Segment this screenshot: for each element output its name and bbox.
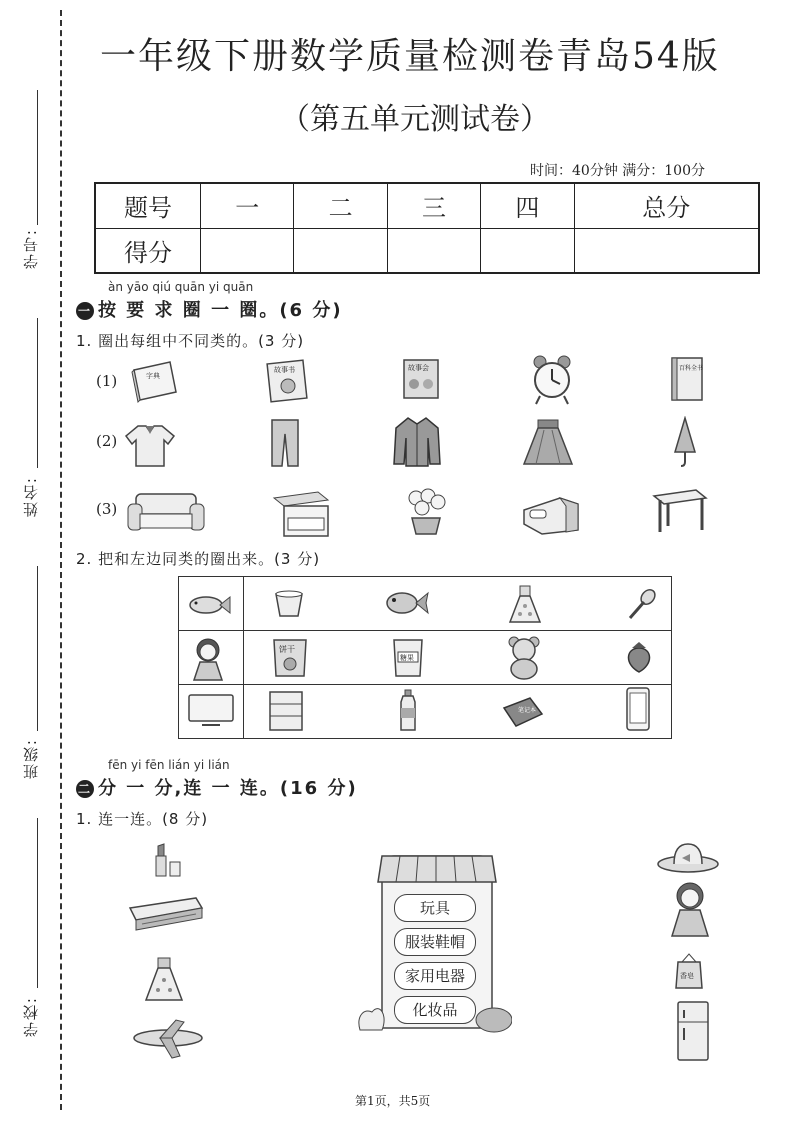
score-row-label: 得分 bbox=[95, 228, 201, 273]
store-category-toys[interactable]: 玩具 bbox=[394, 894, 476, 922]
section1-pinyin: àn yāo qiú quān yi quān bbox=[108, 280, 254, 294]
score-table-header-cell: 二 bbox=[294, 183, 387, 228]
girl-dress-icon[interactable] bbox=[144, 956, 184, 1004]
question-1-1: 1. 圈出每组中不同类的。(3 分) bbox=[76, 332, 305, 350]
section-number-badge: 二 bbox=[77, 782, 92, 796]
package-label: 糖果 bbox=[400, 654, 414, 662]
page-subtitle: （第五单元测试卷） bbox=[280, 102, 550, 137]
row-label: (1) bbox=[96, 372, 118, 390]
spoon-icon[interactable] bbox=[624, 588, 658, 622]
bottle-icon[interactable] bbox=[398, 688, 418, 732]
strawberry-icon[interactable] bbox=[622, 640, 656, 676]
skirt-icon[interactable] bbox=[522, 418, 574, 468]
sun-hat-icon[interactable] bbox=[656, 840, 720, 874]
score-table-header-cell: 三 bbox=[387, 183, 480, 228]
score-input-cell[interactable] bbox=[201, 228, 294, 273]
section1-heading bbox=[76, 296, 343, 322]
desk-icon[interactable] bbox=[650, 486, 710, 538]
store-category-cosmetics[interactable]: 化妆品 bbox=[394, 996, 476, 1024]
score-table-header-cell: 一 bbox=[201, 183, 294, 228]
magazine-book-icon[interactable] bbox=[400, 356, 442, 402]
section2-pinyin: fēn yi fēn lián yi lián bbox=[108, 758, 230, 772]
store-category-appliances[interactable]: 家用电器 bbox=[394, 962, 476, 990]
school-label: 学校: bbox=[22, 996, 40, 1038]
package-label: 香皂 bbox=[680, 972, 694, 980]
dictionary-book-icon[interactable] bbox=[128, 358, 180, 404]
score-input-cell[interactable] bbox=[294, 228, 387, 273]
class-label: 班级: bbox=[22, 738, 40, 780]
grid-cell bbox=[244, 685, 672, 739]
umbrella-icon[interactable] bbox=[670, 416, 700, 468]
book-label: 字典 bbox=[146, 372, 160, 380]
section1-title: 按 要 求 圈 一 圈。(6 分) bbox=[98, 300, 343, 321]
name-line bbox=[37, 318, 38, 468]
biscuit-bag-icon[interactable] bbox=[270, 636, 310, 680]
sofa-icon[interactable] bbox=[126, 488, 206, 536]
pants-icon[interactable] bbox=[268, 418, 302, 468]
score-table-header-cell: 四 bbox=[481, 183, 574, 228]
page-title: 一年级下册数学质量检测卷青岛54版 bbox=[100, 36, 720, 77]
score-table bbox=[94, 182, 760, 274]
lipstick-icon[interactable] bbox=[150, 842, 184, 878]
row-label: (2) bbox=[96, 432, 118, 450]
package-label: 饼干 bbox=[279, 645, 295, 654]
jacket-icon[interactable] bbox=[392, 414, 442, 468]
score-table-header-cell: 题号 bbox=[95, 183, 201, 228]
goldfish-icon[interactable] bbox=[384, 588, 430, 618]
question-1-2: 2. 把和左边同类的圈出来。(3 分) bbox=[76, 550, 321, 568]
book-label: 百科全书 bbox=[679, 365, 704, 372]
binding-dashed-line bbox=[60, 10, 62, 1110]
time-score-info: 时间：40分钟 满分：100分 bbox=[530, 163, 705, 179]
fish-icon bbox=[186, 592, 232, 618]
score-input-cell[interactable] bbox=[387, 228, 480, 273]
row-label: (3) bbox=[96, 500, 118, 518]
phone-icon[interactable] bbox=[624, 686, 652, 734]
alarm-clock-icon[interactable] bbox=[530, 354, 574, 406]
book-label: 故事会 bbox=[408, 364, 429, 372]
dress-icon[interactable] bbox=[508, 584, 542, 624]
book-label: 故事书 bbox=[274, 366, 295, 374]
notebook-icon[interactable] bbox=[500, 694, 546, 730]
student-no-label: 学号: bbox=[22, 228, 40, 270]
soap-package-icon[interactable] bbox=[672, 952, 706, 992]
section2-heading bbox=[76, 774, 358, 800]
package-label: 笔记本 bbox=[518, 707, 537, 714]
student-no-line bbox=[37, 90, 38, 225]
section2-title: 分 一 分,连 一 连。(16 分) bbox=[98, 778, 358, 799]
air-conditioner-icon[interactable] bbox=[128, 894, 204, 934]
storybook-icon[interactable] bbox=[266, 358, 310, 404]
score-input-cell[interactable] bbox=[574, 228, 759, 273]
toy-airplane-icon[interactable] bbox=[130, 1016, 206, 1062]
doll-icon bbox=[190, 636, 226, 682]
score-input-cell[interactable] bbox=[481, 228, 574, 273]
bed-icon[interactable] bbox=[520, 490, 582, 538]
teddy-bear-icon[interactable] bbox=[504, 634, 544, 680]
school-line bbox=[37, 818, 38, 988]
nightstand-icon[interactable] bbox=[270, 488, 330, 540]
shirt-icon[interactable] bbox=[124, 422, 176, 468]
question-2-1: 1. 连一连。(8 分) bbox=[76, 810, 209, 828]
section-number-badge: 一 bbox=[77, 304, 92, 318]
class-line bbox=[37, 566, 38, 731]
score-table-header-cell: 总分 bbox=[574, 183, 759, 228]
refrigerator-icon[interactable] bbox=[672, 998, 714, 1064]
name-label: 姓名: bbox=[22, 476, 40, 518]
encyclopedia-book-icon[interactable] bbox=[668, 356, 706, 404]
page-footer: 第1页，共5页 bbox=[355, 1094, 431, 1108]
doll-toy-icon[interactable] bbox=[668, 880, 712, 940]
flower-pot-icon[interactable] bbox=[404, 488, 448, 536]
cabinet-icon[interactable] bbox=[266, 688, 306, 734]
tv-icon bbox=[186, 692, 236, 728]
grid-cell bbox=[244, 577, 672, 631]
cup-icon[interactable] bbox=[272, 588, 306, 620]
store-category-clothing[interactable]: 服装鞋帽 bbox=[394, 928, 476, 956]
candy-bag-icon[interactable] bbox=[390, 636, 426, 680]
